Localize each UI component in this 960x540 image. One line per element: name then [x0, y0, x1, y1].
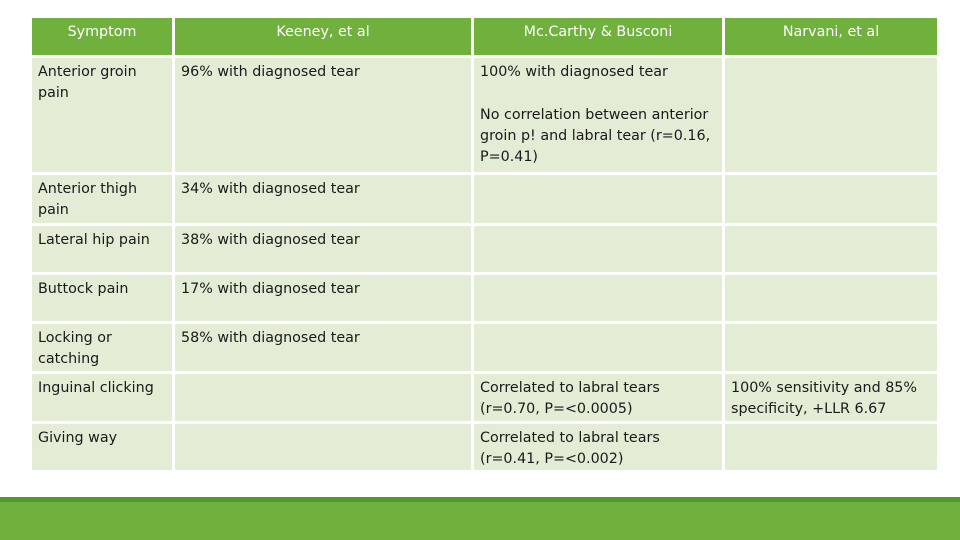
footer-band [0, 497, 960, 540]
narvani-cell [725, 175, 937, 223]
table-row [32, 374, 937, 421]
symptom-cell: Anterior thigh pain [32, 175, 172, 223]
mccarthy-cell [474, 374, 722, 421]
mccarthy-cell [474, 58, 722, 172]
mccarthy-cell [474, 324, 722, 371]
mccarthy-finding: No correlation between anterior groin p! and labral tear (r=0.16, P=0.41) [480, 107, 711, 165]
keeney-cell [175, 424, 471, 470]
symptom-cell: Locking or catching [32, 324, 172, 371]
narvani-cell [725, 324, 937, 371]
symptom-cell: Giving way [32, 424, 172, 470]
table-row [32, 275, 937, 321]
keeney-cell [175, 374, 471, 421]
keeney-cell: 17% with diagnosed tear [175, 275, 471, 321]
header-mccarthy: Mc.Carthy & Busconi [474, 18, 722, 55]
header-narvani: Narvani, et al [725, 18, 937, 55]
narvani-cell [725, 58, 937, 172]
header-symptom: Symptom [32, 18, 172, 55]
mccarthy-cell [474, 226, 722, 272]
footer-band-stripe [0, 497, 960, 502]
table-row [32, 424, 937, 470]
paragraph-gap [480, 83, 716, 105]
symptom-comparison-table-wrapper [29, 15, 939, 473]
symptom-cell: Inguinal clicking [32, 374, 172, 421]
symptom-cell: Lateral hip pain [32, 226, 172, 272]
mccarthy-cell [474, 275, 722, 321]
keeney-cell: 96% with diagnosed tear [175, 58, 471, 172]
keeney-cell: 34% with diagnosed tear [175, 175, 471, 223]
table-row [32, 324, 937, 371]
symptom-cell: Anterior groin pain [32, 58, 172, 172]
table-row [32, 58, 937, 172]
narvani-cell [725, 424, 937, 470]
mccarthy-finding: 100% with diagnosed tear [480, 64, 668, 80]
narvani-cell [725, 226, 937, 272]
symptom-cell: Buttock pain [32, 275, 172, 321]
table-header [32, 18, 937, 55]
table-row [32, 226, 937, 272]
mccarthy-finding: Correlated to labral tears (r=0.70, P=<0.0005) [480, 380, 660, 417]
header-keeney: Keeney, et al [175, 18, 471, 55]
table-body [32, 58, 937, 470]
keeney-cell: 58% with diagnosed tear [175, 324, 471, 371]
table-row [32, 175, 937, 223]
keeney-cell: 38% with diagnosed tear [175, 226, 471, 272]
mccarthy-cell [474, 424, 722, 470]
symptom-comparison-table [29, 15, 940, 473]
header-row [32, 18, 937, 55]
mccarthy-cell [474, 175, 722, 223]
mccarthy-finding: Correlated to labral tears (r=0.41, P=<0.002) [480, 430, 660, 467]
narvani-cell [725, 275, 937, 321]
narvani-cell: 100% sensitivity and 85% specificity, +LLR 6.67 [725, 374, 937, 421]
